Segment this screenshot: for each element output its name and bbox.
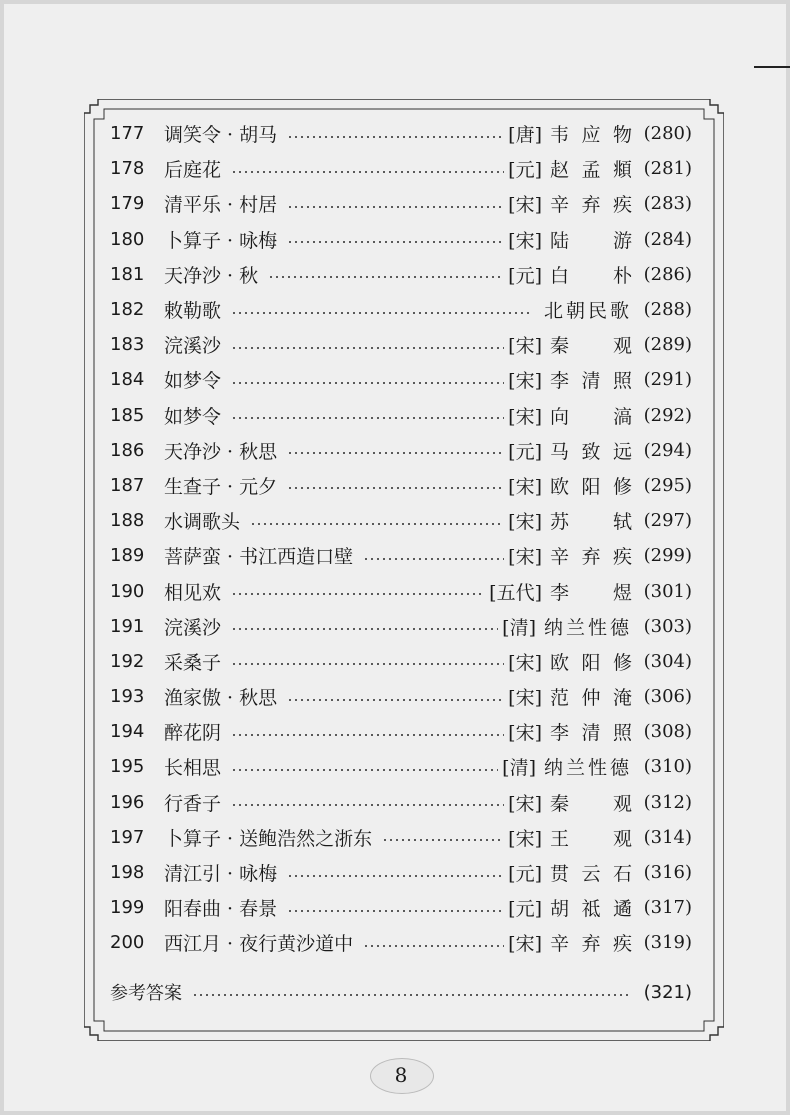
- toc-entry[interactable]: [110, 151, 692, 186]
- entry-title: 渔家傲 · 秋思: [164, 687, 278, 710]
- toc-entry[interactable]: [110, 679, 692, 714]
- entry-number: 195: [110, 756, 145, 778]
- entry-page: (289): [643, 334, 692, 356]
- toc-entry[interactable]: [110, 820, 692, 855]
- entry-author: 纳兰性德: [543, 616, 632, 639]
- leader-dots: [231, 312, 532, 314]
- leader-dots: [268, 276, 504, 278]
- leader-dots: [231, 593, 485, 595]
- leader-dots: [231, 663, 504, 665]
- entry-title: 浣溪沙: [164, 335, 222, 358]
- entry-number: 180: [110, 228, 145, 250]
- entry-number: 191: [110, 615, 145, 637]
- entry-author: 秦观: [550, 335, 632, 358]
- entry-dynasty: [清]: [502, 616, 536, 639]
- entry-title: 阳春曲 · 春景: [164, 898, 278, 921]
- entry-page: (286): [643, 263, 692, 285]
- entry-dynasty: [元]: [508, 159, 542, 182]
- entry-author: 马致远: [550, 440, 632, 463]
- entry-number: 194: [110, 721, 145, 743]
- leader-dots: [287, 699, 504, 701]
- entry-number: 185: [110, 404, 145, 426]
- entry-number: 186: [110, 439, 145, 461]
- entry-dynasty: [宋]: [508, 335, 542, 358]
- toc-entry[interactable]: [110, 749, 692, 784]
- entry-dynasty: [五代]: [489, 581, 542, 604]
- entry-page: (306): [643, 686, 692, 708]
- entry-title: 调笑令 · 胡马: [164, 124, 278, 147]
- entry-title: 天净沙 · 秋思: [164, 440, 278, 463]
- entry-page: (281): [643, 158, 692, 180]
- toc-entry[interactable]: [110, 538, 692, 573]
- entry-page: (310): [643, 756, 692, 778]
- leader-dots: [192, 994, 628, 996]
- entry-author: 辛弃疾: [550, 933, 632, 956]
- entry-page: (294): [643, 439, 692, 461]
- entry-page: (317): [643, 897, 692, 919]
- entry-dynasty: [清]: [502, 757, 536, 780]
- answers-title: 参考答案: [110, 983, 182, 1005]
- entry-dynasty: [元]: [508, 898, 542, 921]
- entry-title: 长相思: [164, 757, 222, 780]
- toc-entry[interactable]: [110, 714, 692, 749]
- leader-dots: [231, 347, 504, 349]
- toc-entry[interactable]: [110, 327, 692, 362]
- entry-title: 菩萨蛮 · 书江西造口壁: [164, 546, 354, 569]
- answers-page: (321): [643, 981, 692, 1003]
- entry-number: 188: [110, 510, 145, 532]
- entry-title: 如梦令: [164, 370, 222, 393]
- entry-dynasty: [宋]: [508, 229, 542, 252]
- entry-page: (304): [643, 650, 692, 672]
- entry-number: 190: [110, 580, 145, 602]
- leader-dots: [382, 839, 504, 841]
- entry-author: 欧阳修: [550, 475, 632, 498]
- entry-page: (280): [643, 123, 692, 145]
- toc-entry[interactable]: [110, 292, 692, 327]
- leader-dots: [231, 417, 504, 419]
- leader-dots: [287, 241, 504, 243]
- toc-entry[interactable]: [110, 925, 692, 960]
- entry-number: 183: [110, 334, 145, 356]
- leader-dots: [231, 804, 504, 806]
- toc-entry[interactable]: [110, 362, 692, 397]
- entry-title: 清平乐 · 村居: [164, 194, 278, 217]
- entry-author: 王观: [550, 827, 632, 850]
- entry-page: (301): [643, 580, 692, 602]
- entry-author: 韦应物: [550, 124, 632, 147]
- entry-title: 后庭花: [164, 159, 222, 182]
- entry-author: 秦观: [550, 792, 632, 815]
- entry-title: 敕勒歌: [164, 300, 222, 323]
- entry-title: 水调歌头: [164, 511, 241, 534]
- entry-author: 白朴: [550, 264, 632, 287]
- leader-dots: [231, 171, 504, 173]
- entry-title: 西江月 · 夜行黄沙道中: [164, 933, 354, 956]
- entry-dynasty: [唐]: [508, 124, 542, 147]
- toc-entry[interactable]: [110, 433, 692, 468]
- toc-entry[interactable]: [110, 468, 692, 503]
- entry-title: 采桑子: [164, 651, 222, 674]
- toc-entry[interactable]: [110, 785, 692, 820]
- entry-page: (295): [643, 474, 692, 496]
- entry-title: 生查子 · 元夕: [164, 475, 278, 498]
- entry-title: 天净沙 · 秋: [164, 264, 259, 287]
- entry-number: 197: [110, 826, 145, 848]
- toc-entry[interactable]: [110, 503, 692, 538]
- entry-number: 179: [110, 193, 145, 215]
- entry-dynasty: [宋]: [508, 546, 542, 569]
- toc-entry[interactable]: [110, 855, 692, 890]
- edge-mark: [754, 66, 790, 68]
- entry-number: 196: [110, 791, 145, 813]
- toc-entry[interactable]: [110, 398, 692, 433]
- entry-title: 相见欢: [164, 581, 222, 604]
- entry-author: 李煜: [550, 581, 632, 604]
- entry-author: 欧阳修: [550, 651, 632, 674]
- entry-title: 卜算子 · 送鲍浩然之浙东: [164, 827, 373, 850]
- leader-dots: [287, 452, 504, 454]
- entry-number: 177: [110, 123, 145, 145]
- entry-dynasty: [宋]: [508, 370, 542, 393]
- toc-entry[interactable]: [110, 257, 692, 292]
- entry-author: 胡祗遹: [550, 898, 632, 921]
- toc-entry[interactable]: [110, 116, 692, 151]
- entry-number: 198: [110, 862, 145, 884]
- toc-entry[interactable]: [110, 890, 692, 925]
- leader-dots: [363, 558, 504, 560]
- leader-dots: [231, 734, 504, 736]
- entry-page: (316): [643, 862, 692, 884]
- entry-number: 178: [110, 158, 145, 180]
- entry-dynasty: [宋]: [508, 792, 542, 815]
- entry-title: 浣溪沙: [164, 616, 222, 639]
- entry-dynasty: [宋]: [508, 194, 542, 217]
- entry-author: 李清照: [550, 722, 632, 745]
- entry-author: 辛弃疾: [550, 194, 632, 217]
- entry-dynasty: [元]: [508, 440, 542, 463]
- entry-page: (312): [643, 791, 692, 813]
- leader-dots: [287, 487, 504, 489]
- entry-number: 181: [110, 263, 145, 285]
- entry-number: 189: [110, 545, 145, 567]
- leader-dots: [287, 206, 504, 208]
- leader-dots: [250, 523, 504, 525]
- entry-author: 辛弃疾: [550, 546, 632, 569]
- entry-title: 如梦令: [164, 405, 222, 428]
- leader-dots: [231, 628, 498, 630]
- leader-dots: [287, 875, 504, 877]
- entry-page: (308): [643, 721, 692, 743]
- entry-dynasty: [宋]: [508, 475, 542, 498]
- entry-dynasty: [宋]: [508, 933, 542, 956]
- entry-number: 199: [110, 897, 145, 919]
- entry-author: 苏轼: [550, 511, 632, 534]
- entry-author: 贯云石: [550, 863, 632, 886]
- entry-author: 陆游: [550, 229, 632, 252]
- entry-dynasty: [元]: [508, 863, 542, 886]
- entry-page: (291): [643, 369, 692, 391]
- page-number: 8: [394, 1063, 408, 1087]
- entry-dynasty: [元]: [508, 264, 542, 287]
- entry-number: 193: [110, 686, 145, 708]
- entry-page: (319): [643, 932, 692, 954]
- entry-title: 行香子: [164, 792, 222, 815]
- entry-page: (314): [643, 826, 692, 848]
- leader-dots: [363, 945, 504, 947]
- entry-number: 182: [110, 299, 145, 321]
- entry-title: 醉花阴: [164, 722, 222, 745]
- entry-dynasty: [宋]: [508, 722, 542, 745]
- entry-page: (303): [643, 615, 692, 637]
- entry-title: 清江引 · 咏梅: [164, 863, 278, 886]
- entry-author: 赵孟頫: [550, 159, 632, 182]
- entry-page: (292): [643, 404, 692, 426]
- entry-dynasty: [宋]: [508, 511, 542, 534]
- entry-author: 纳兰性德: [543, 757, 632, 780]
- entry-page: (297): [643, 510, 692, 532]
- entry-dynasty: [宋]: [508, 651, 542, 674]
- toc-entry[interactable]: [110, 573, 692, 608]
- entry-dynasty: [宋]: [508, 687, 542, 710]
- entry-number: 200: [110, 932, 145, 954]
- leader-dots: [287, 910, 504, 912]
- toc-entry-answers[interactable]: [110, 975, 692, 1010]
- entry-author: 向滈: [550, 405, 632, 428]
- entry-author: 李清照: [550, 370, 632, 393]
- entry-number: 184: [110, 369, 145, 391]
- leader-dots: [287, 136, 504, 138]
- entry-author: 北朝民歌: [543, 300, 632, 323]
- entry-page: (283): [643, 193, 692, 215]
- toc-entry[interactable]: [110, 186, 692, 221]
- table-of-contents: [110, 116, 692, 1010]
- toc-entry[interactable]: [110, 222, 692, 257]
- leader-dots: [231, 769, 498, 771]
- toc-entry[interactable]: [110, 609, 692, 644]
- entry-page: (299): [643, 545, 692, 567]
- entry-page: (288): [643, 299, 692, 321]
- entry-number: 192: [110, 650, 145, 672]
- entry-dynasty: [宋]: [508, 405, 542, 428]
- entry-title: 卜算子 · 咏梅: [164, 229, 278, 252]
- toc-entry[interactable]: [110, 644, 692, 679]
- entry-page: (284): [643, 228, 692, 250]
- entry-number: 187: [110, 474, 145, 496]
- leader-dots: [231, 382, 504, 384]
- entry-author: 范仲淹: [550, 687, 632, 710]
- entry-dynasty: [宋]: [508, 827, 542, 850]
